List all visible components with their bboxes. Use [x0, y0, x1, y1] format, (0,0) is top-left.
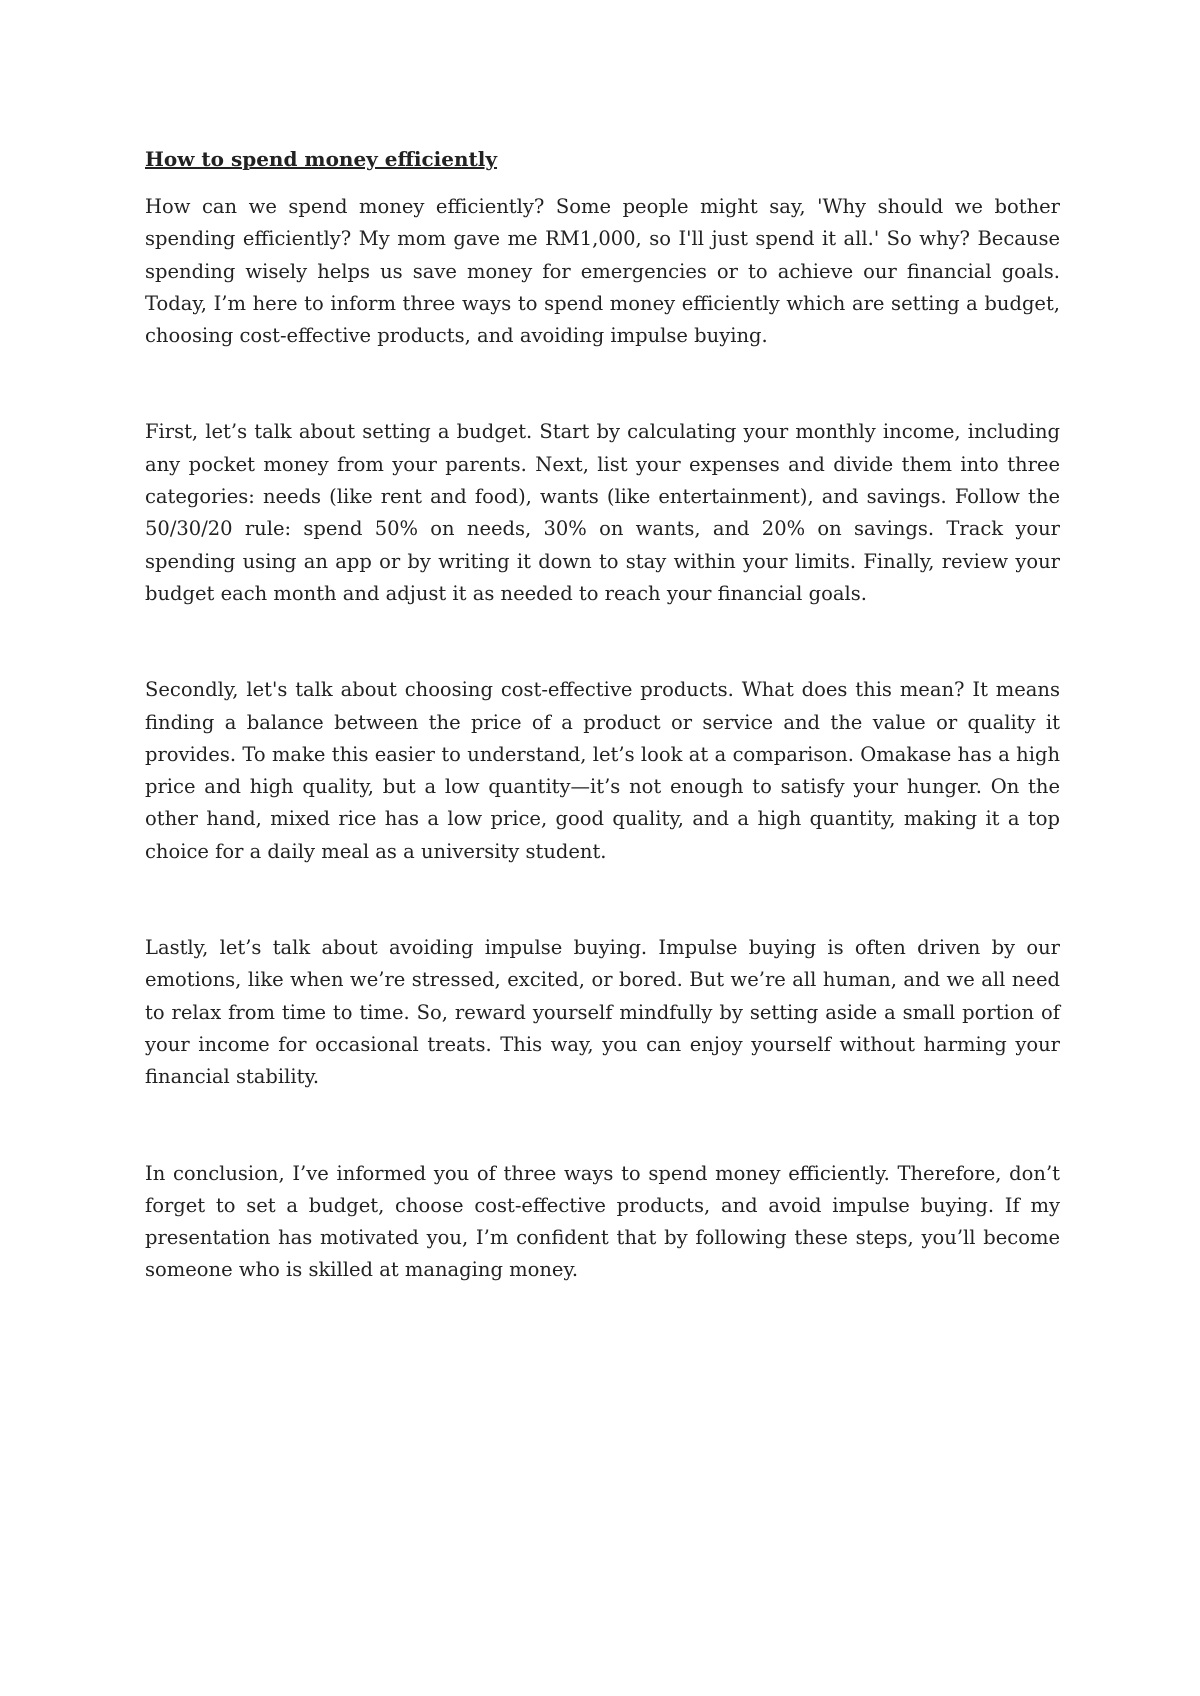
- paragraph-spacer: [145, 352, 1060, 416]
- paragraph-setting-budget: First, let’s talk about setting a budget. Start by calculating your monthly income, including any pocket money from your parents. Next, list your expenses and divide them into three categories: needs (like rent and food), wants (like entertainment), and savings. Follow the 50/30/20 rule: spend 50% on needs, 30% on wants, and 20% on savings. Track your spending using an app or by writing it down to stay within your limits. Finally, review your budget each month and adjust it as needed to reach your financial goals.: [145, 420, 1060, 605]
- paragraph-introduction: How can we spend money efficiently? Some people might say, 'Why should we bother spending efficiently? My mom gave me RM1,000, so I'll just spend it all.' So why? Because spending wisely helps us save money for emergencies or to achieve our financial goals. Today, I’m here to inform three ways to spend money efficiently which are setting a budget, choosing cost-effective products, and avoiding impulse buying.: [145, 195, 1060, 348]
- paragraph-spacer: [145, 868, 1060, 932]
- paragraph-conclusion: In conclusion, I’ve informed you of three ways to spend money efficiently. Therefore, don’t forget to set a budget, choose cost-effective products, and avoid impulse buying. If my presentation has motivated you, I’m confident that by following these steps, you’ll become someone who is skilled at managing money.: [145, 1161, 1060, 1282]
- paragraph-spacer: [145, 1094, 1060, 1158]
- paragraph-spacer: [145, 610, 1060, 674]
- paragraph-impulse-buying: Lastly, let’s talk about avoiding impulse buying. Impulse buying is often driven by our emotions, like when we’re stressed, excited, or bored. But we’re all human, and we all need to relax from time to time. So, reward yourself mindfully by setting aside a small portion of your income for occasional treats. This way, you can enjoy yourself without harming your financial stability.: [145, 936, 1060, 1089]
- document-title: How to spend money efficiently: [145, 147, 498, 171]
- paragraph-cost-effective-products: Secondly, let's talk about choosing cost-effective products. What does this mean? It means finding a balance between the price of a product or service and the value or quality it provides. To make this easier to understand, let’s look at a comparison. Omakase has a high price and high quality, but a low quantity—it’s not enough to satisfy your hunger. On the other hand, mixed rice has a low price, good quality, and a high quantity, making it a top choice for a daily meal as a university student.: [145, 678, 1060, 863]
- document-body: [145, 143, 1060, 1287]
